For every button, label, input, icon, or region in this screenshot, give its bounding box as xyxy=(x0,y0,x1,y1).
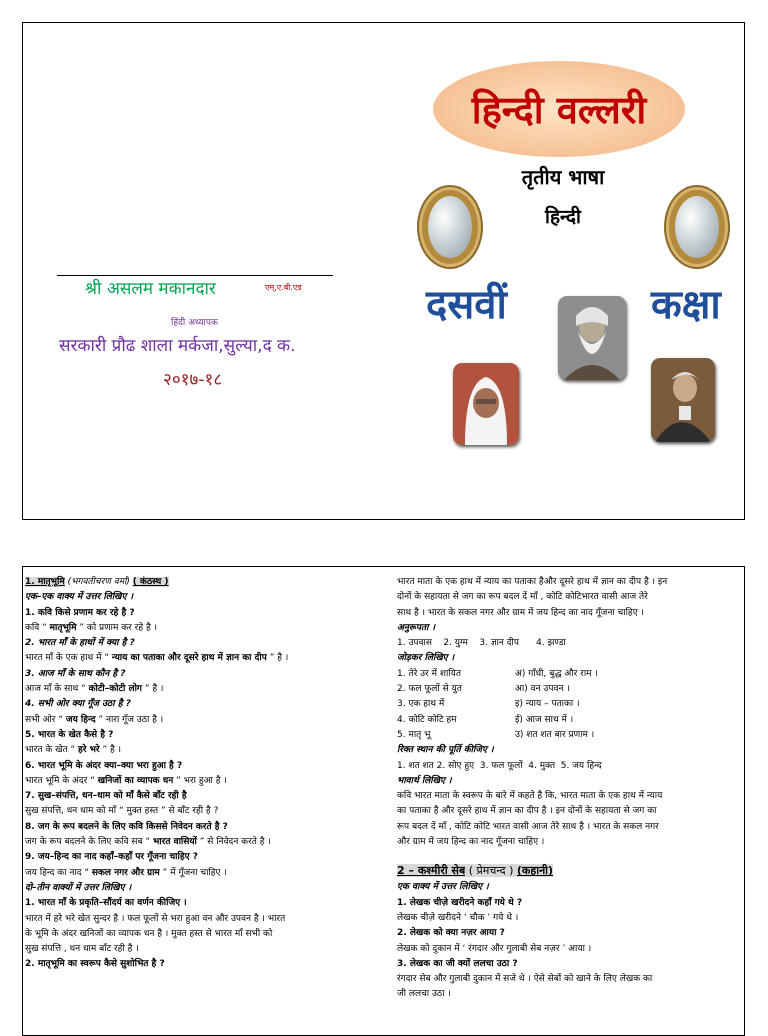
class-word-right: कक्षा xyxy=(651,282,721,328)
answer: लेखक को दुकान में ‘ रंगदार और गुलाबी सेब नज़र ’ आया । xyxy=(397,943,592,954)
match-row: 5. मातृ भू उ) शत शत बार प्रणाम । xyxy=(397,729,595,740)
answer: भारत के खेत “ हरे भरे ” है । xyxy=(25,745,122,756)
question: 4. सभी ओर क्या गूँज उठा है ? xyxy=(25,699,131,710)
answer: सुख संपत्ति , धन धाम बाँट रही है । xyxy=(25,944,139,955)
section-heading: एक वाक्य में उत्तर लिखिए । xyxy=(397,882,489,893)
mirror-frame-right-icon xyxy=(669,190,725,264)
cover-page xyxy=(22,22,745,520)
lesson-2-title: 2 – कश्मीरी सेब xyxy=(397,864,466,878)
lesson-2-type: (कहानी) xyxy=(516,864,554,878)
answer: कवि “ मातृभूमि ” को प्रणाम कर रहे है । xyxy=(25,622,158,633)
answer: कवि भारत माता के स्वरूप के बारे में कहते है कि, भारत माता के एक हाथ में न्याय xyxy=(397,791,663,802)
answer: लेखक चीज़े खरीदने ‘ चौक ’ गये थे । xyxy=(397,912,519,923)
portrait-author xyxy=(651,358,715,442)
school-name: सरकारी प्रौढ शाला मर्कजा,सुल्या,द क. xyxy=(59,336,296,356)
question: 1. लेखक चीज़े खरीदने कहाँ गये थे ? xyxy=(397,897,523,908)
answer: साथ है । भारत के सकल नगर और ग्राम में जय हिन्द का नाद गूँजना चाहिए । xyxy=(397,607,644,618)
question: 1. भारत माँ के प्रकृति–सौंदर्य का वर्णन कीजिए । xyxy=(25,898,187,909)
answer: और ग्राम में जय हिन्द का नाद गूँजना चाहिए । xyxy=(397,837,545,848)
answer: दोनों के सहायता से जग का रूप बदल दें माँ , कोटि कोटिभारत वासी आज तेरे xyxy=(397,592,648,603)
portrait-mahadevi xyxy=(453,363,519,445)
answer: आज माँ के साथ “ कोटी–कोटी लोग ” है । xyxy=(25,684,164,695)
lesson-1-poet: (भगवतीचरण वर्मा) xyxy=(64,577,133,587)
answer: भारत भूमि के अंदर “ खनिजों का व्यापक धन ” भरा हुआ है । xyxy=(25,775,227,786)
answer: 1. उपवास 2. युग्म 3. ज्ञान दीप 4. झण्डा xyxy=(397,638,566,649)
answer: के भूमि के अंदर खनिजों का व्यापक धन है । मुक्त हस्त से भारत माँ सभी को xyxy=(25,928,273,939)
answer: 1. शत शत 2. सोए हुए 3. फल फूलों 4. मुक्त 5. जय हिन्द xyxy=(397,760,602,771)
answer: जय हिन्द का नाद “ सकल नगर और ग्राम ” में गूँजना चाहिए । xyxy=(25,867,227,878)
answer: रंगदार सेब और गुलाबी दुकान में सजे थे । ऐसे सेबों को खाने के लिए लेखक का xyxy=(397,974,653,985)
question: 3. आज माँ के साथ कौन है ? xyxy=(25,668,126,679)
question: 7. सुख–संपत्ति, धन–धाम को माँ कैसे बाँट रही है xyxy=(25,791,187,802)
match-row: 4. कोटि कोटि हम ई) आज साथ में । xyxy=(397,714,574,725)
section-heading: जोड़कर लिखिए । xyxy=(397,653,455,664)
question: 8. जग के रूप बदलने के लिए कवि किससे निवेदन करते है ? xyxy=(25,821,228,832)
question: 1. कवि किसे प्रणाम कर रहे है ? xyxy=(25,607,135,618)
book-title: हिन्दी वल्लरी xyxy=(471,88,647,132)
question: 2. मातृभूमि का स्वरूप कैसे सुशोभित है ? xyxy=(25,959,165,970)
lesson-1-type: ( कंठस्थ ) xyxy=(132,577,169,587)
author-degree: एम्,ए.बी.एड xyxy=(265,283,302,292)
answer: सुख संपत्ति, धन धाम को माँ “ मुक्त हस्त ” से बाँट रही है ? xyxy=(25,806,219,817)
answer: का पताका है और दूसरे हाथ में ज्ञान का दीप है । इन दोनों के सहायता से जग का xyxy=(397,806,657,817)
lesson-1-heading xyxy=(25,575,377,590)
section-heading: रिक्त स्थान की पूर्ति कीजिए । xyxy=(397,745,494,756)
subtitle-language: तृतीय भाषा xyxy=(521,165,605,189)
match-row: 2. फल फूलों से युत आ) वन उपवन । xyxy=(397,684,570,695)
left-column xyxy=(25,575,377,973)
answer: सभी ओर “ जय हिन्द ” नारा गूँज उठा है । xyxy=(25,714,164,725)
lesson-2-heading xyxy=(397,862,743,880)
class-word-left: दसवीं xyxy=(426,282,507,328)
match-row: 1. तेरे उर में शायित अ) गाँधी, बुद्ध और राम । xyxy=(397,668,598,679)
portrait-tagore-icon xyxy=(558,296,626,380)
question: 2. भारत माँ के हाथों में क्या है ? xyxy=(25,638,135,649)
answer: जी ललचा उठा । xyxy=(397,989,451,1000)
question: 2. लेखक को क्या नज़र आया ? xyxy=(397,928,505,939)
title-oval xyxy=(433,61,685,157)
spacer xyxy=(397,850,743,862)
lesson-1-title: 1. मातृभूमि xyxy=(25,577,65,587)
portrait-author-icon xyxy=(651,358,715,442)
question: 6. भारत भूमि के अंदर क्या–क्या भरा हुआ है ? xyxy=(25,760,183,771)
question: 3. लेखक का जी क्यों ललचा उठा ? xyxy=(397,958,518,969)
match-row: 3. एक हाथ में इ) न्याय – पताका । xyxy=(397,699,580,710)
author-name: श्री असलम मकानदार xyxy=(85,279,216,299)
section-heading: एक–एक वाक्य में उत्तर लिखिए । xyxy=(25,592,134,603)
portrait-mahadevi-icon xyxy=(453,363,519,445)
answer: भारत माता के एक हाथ में न्याय का पताका हैऔर दूसरे हाथ में ज्ञान का दीप है । इन xyxy=(397,577,668,587)
answer: भारत में हरे भरे खेत सुन्दर है । फल फूलों से भरा हुआ वन और उपवन है । भारत xyxy=(25,913,286,924)
author-role: हिंदी अध्यापक xyxy=(171,318,218,328)
question: 5. भारत के खेत कैसे है ? xyxy=(25,729,114,740)
mirror-frame-left-icon xyxy=(422,190,478,264)
section-heading: भावार्थ लिखिए । xyxy=(397,775,452,786)
content-page xyxy=(22,566,745,1036)
right-column xyxy=(397,575,743,1003)
lesson-2-writer: ( प्रेमचन्द ) xyxy=(465,864,517,878)
question: 9. जय–हिन्द का नाद कहाँ–कहाँ पर गूँजना चाहिए ? xyxy=(25,852,198,863)
subtitle-subject: हिन्दी xyxy=(545,206,581,228)
section-heading: अनुरूपता । xyxy=(397,622,435,633)
section-heading: दो–तीन वाक्यों में उत्तर लिखिए । xyxy=(25,882,132,893)
answer: भारत माँ के एक हाथ में “ न्याय का पताका और दूसरे हाथ में ज्ञान का दीप ” है । xyxy=(25,653,289,664)
answer: रूप बदल दें माँ , कोटि कोटि भारत वासी आज तेरे साथ है । भारत के सकल नगर xyxy=(397,821,659,832)
academic-year: २०१७-१८ xyxy=(163,370,223,390)
answer: जग के रूप बदलने के लिए कवि सब “ भारत वासियों ” से निवेदन करते है । xyxy=(25,837,271,848)
portrait-tagore xyxy=(558,296,626,380)
